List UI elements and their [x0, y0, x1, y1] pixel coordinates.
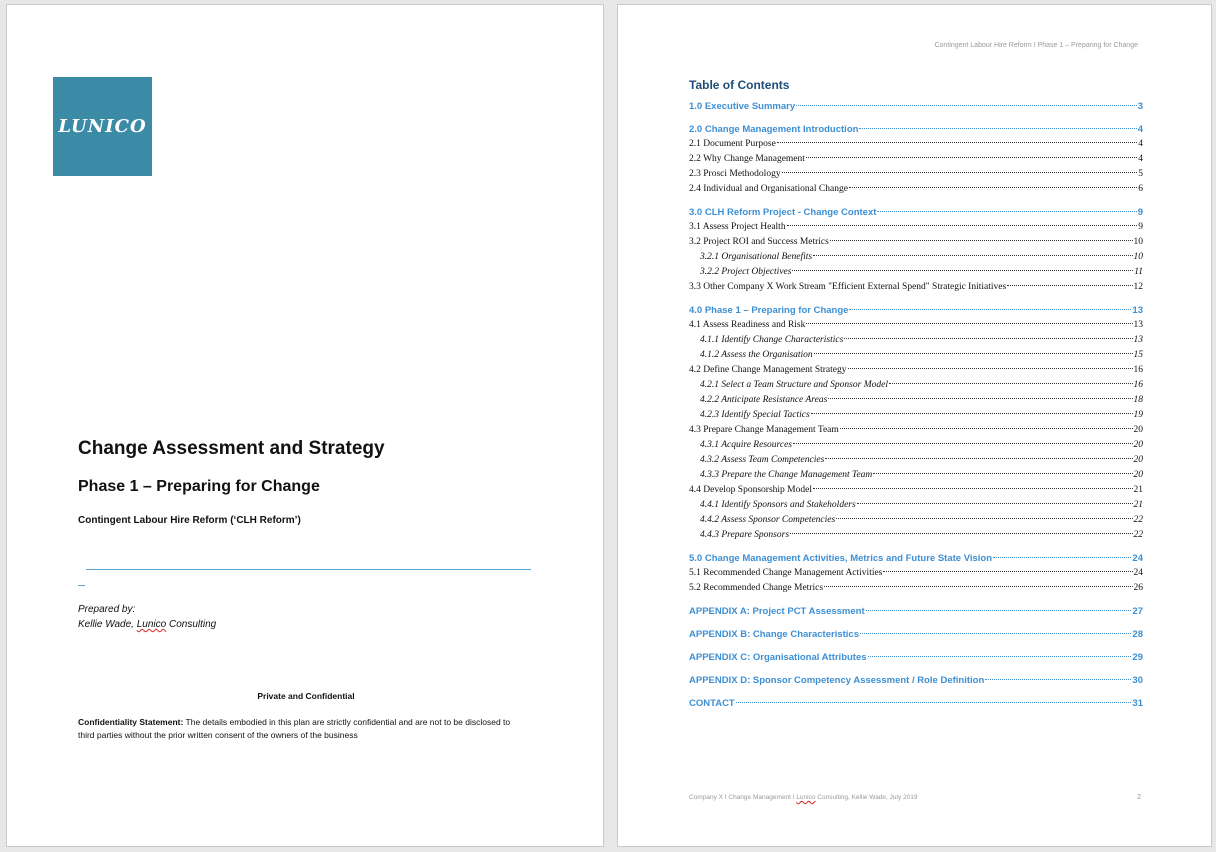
toc-entry-page: 22 — [1133, 515, 1143, 525]
toc-entry-page: 20 — [1133, 425, 1143, 435]
toc-entry-page: 13 — [1133, 335, 1143, 345]
toc-entry[interactable] — [689, 500, 1143, 515]
toc-entry-label: 4.4 Develop Sponsorship Model — [689, 485, 812, 495]
toc-entry-page: 26 — [1133, 583, 1143, 593]
toc-entry-page: 9 — [1138, 222, 1143, 232]
toc-entry-label: 3.2 Project ROI and Success Metrics — [689, 237, 829, 247]
toc-entry[interactable] — [689, 101, 1143, 116]
toc-entry-page: 18 — [1133, 395, 1143, 405]
confidentiality-text: The details embodied in this plan are strictly confidential and are not to be disclosed to third parties without the prior written consent of the owners of the business — [78, 717, 511, 740]
toc-entry-page: 11 — [1134, 267, 1143, 277]
toc-entry[interactable] — [689, 267, 1143, 282]
toc-page — [617, 4, 1212, 847]
toc-entry[interactable] — [689, 184, 1143, 199]
toc-dot-leader — [806, 157, 1137, 158]
toc-entry-label: 4.1.1 Identify Change Characteristics — [700, 335, 844, 345]
toc-entry[interactable] — [689, 350, 1143, 365]
toc-dot-leader — [849, 309, 1131, 310]
toc-entry-label: 4.2 Define Change Management Strategy — [689, 365, 847, 375]
toc-entry-page: 20 — [1133, 440, 1143, 450]
toc-entry-label: 5.0 Change Management Activities, Metrics and Future State Vision — [689, 553, 993, 564]
toc-entry[interactable] — [689, 305, 1143, 320]
toc-entry[interactable] — [689, 652, 1143, 667]
toc-entry-label: 2.1 Document Purpose — [689, 139, 776, 149]
toc-entry-label: 4.4.3 Prepare Sponsors — [700, 530, 790, 540]
toc-dot-leader — [985, 679, 1131, 680]
toc-entry[interactable] — [689, 440, 1143, 455]
toc-entry-page: 5 — [1138, 169, 1143, 179]
toc-entry[interactable] — [689, 380, 1143, 395]
author-name: Kellie Wade, — [78, 619, 137, 630]
toc-dot-leader — [830, 240, 1133, 241]
cover-page — [6, 4, 604, 847]
project-name: Contingent Labour Hire Reform (‘CLH Reform’) — [78, 515, 301, 526]
toc-entry-page: 4 — [1138, 139, 1143, 149]
toc-entry[interactable] — [689, 124, 1143, 139]
confidentiality-statement — [78, 716, 518, 742]
document-title: Change Assessment and Strategy — [78, 438, 385, 459]
author-line — [78, 617, 216, 632]
toc-entry[interactable] — [689, 282, 1143, 297]
toc-entry[interactable] — [689, 169, 1143, 184]
footer-suffix: Consulting, Kellie Wade, July 2019 — [815, 794, 918, 801]
toc-entry-page: 13 — [1132, 305, 1143, 316]
toc-entry-label: 3.2.1 Organisational Benefits — [700, 252, 813, 262]
toc-dot-leader — [860, 633, 1131, 634]
toc-dot-leader — [840, 428, 1133, 429]
toc-entry-page: 16 — [1133, 380, 1143, 390]
toc-entry-label: APPENDIX D: Sponsor Competency Assessment / Role Definition — [689, 675, 985, 686]
toc-dot-leader — [828, 398, 1132, 399]
prepared-by-block — [78, 602, 216, 632]
toc-entry-page: 9 — [1137, 207, 1143, 218]
author-org-suffix: Consulting — [166, 619, 217, 630]
prepared-by-label: Prepared by: — [78, 604, 136, 615]
toc-entry-page: 21 — [1133, 500, 1143, 510]
toc-entry-page: 4 — [1137, 124, 1143, 135]
toc-entry-page: 13 — [1133, 320, 1143, 330]
toc-entry[interactable] — [689, 629, 1143, 644]
toc-entry[interactable] — [689, 698, 1143, 713]
toc-entry[interactable] — [689, 365, 1143, 380]
toc-dot-leader — [859, 128, 1136, 129]
toc-entry[interactable] — [689, 675, 1143, 690]
toc-entry-page: 24 — [1133, 568, 1143, 578]
toc-dot-leader — [806, 323, 1132, 324]
logo-text: LUNICO — [58, 116, 147, 137]
toc-entry-label: 4.3.2 Assess Team Competencies — [700, 455, 825, 465]
toc-entry-page: 29 — [1132, 652, 1143, 663]
document-subtitle: Phase 1 – Preparing for Change — [78, 478, 320, 495]
toc-entry-page: 22 — [1133, 530, 1143, 540]
toc-entry-label: 3.3 Other Company X Work Stream "Efficient External Spend" Strategic Initiatives — [689, 282, 1007, 292]
toc-dot-leader — [787, 225, 1138, 226]
toc-entry[interactable] — [689, 410, 1143, 425]
toc-title: Table of Contents — [689, 78, 790, 92]
toc-entry-label: 4.2.1 Select a Team Structure and Sponsor Model — [700, 380, 888, 390]
toc-entry[interactable] — [689, 320, 1143, 335]
toc-entry[interactable] — [689, 455, 1143, 470]
toc-entry[interactable] — [689, 606, 1143, 621]
toc-entry-page: 24 — [1132, 553, 1143, 564]
toc-entry-page: 4 — [1138, 154, 1143, 164]
toc-dot-leader — [736, 702, 1132, 703]
toc-entry-label: APPENDIX C: Organisational Attributes — [689, 652, 867, 663]
toc-entry[interactable] — [689, 207, 1143, 222]
toc-entry-label: 4.3.3 Prepare the Change Management Team — [700, 470, 873, 480]
toc-entry-label: 4.3.1 Acquire Resources — [700, 440, 792, 450]
toc-dot-leader — [825, 458, 1132, 459]
toc-dot-leader — [782, 172, 1138, 173]
toc-entry-label: 5.2 Recommended Change Metrics — [689, 583, 824, 593]
toc-entry-label: 4.4.1 Identify Sponsors and Stakeholders — [700, 500, 856, 510]
page-footer — [689, 794, 917, 801]
toc-entry-page: 12 — [1133, 282, 1143, 292]
page-header: Contingent Labour Hire Reform I Phase 1 – Preparing for Change — [934, 42, 1138, 49]
footer-org: Lunico — [796, 794, 816, 801]
toc-entry[interactable] — [689, 425, 1143, 440]
toc-dot-leader — [889, 383, 1133, 384]
toc-entry-page: 16 — [1133, 365, 1143, 375]
toc-dot-leader — [796, 105, 1137, 106]
toc-dot-leader — [848, 368, 1133, 369]
toc-entry[interactable] — [689, 335, 1143, 350]
toc-list — [689, 101, 1143, 713]
confidentiality-label: Confidentiality Statement: — [78, 717, 184, 727]
toc-entry-label: 2.4 Individual and Organisational Change — [689, 184, 848, 194]
toc-dot-leader — [824, 586, 1132, 587]
toc-entry-page: 30 — [1132, 675, 1143, 686]
toc-entry[interactable] — [689, 222, 1143, 237]
page-number: 2 — [1137, 794, 1141, 801]
toc-entry-label: 3.0 CLH Reform Project - Change Context — [689, 207, 877, 218]
toc-entry-page: 28 — [1132, 629, 1143, 640]
toc-entry-page: 15 — [1133, 350, 1143, 360]
toc-dot-leader — [877, 211, 1136, 212]
toc-entry-label: 2.3 Prosci Methodology — [689, 169, 781, 179]
footer-prefix: Company X I Change Management I — [689, 794, 797, 801]
toc-entry-label: 4.2.2 Anticipate Resistance Areas — [700, 395, 828, 405]
toc-dot-leader — [814, 353, 1133, 354]
toc-entry-label: 2.2 Why Change Management — [689, 154, 805, 164]
toc-entry[interactable] — [689, 568, 1143, 583]
company-logo — [53, 77, 152, 176]
toc-dot-leader — [836, 518, 1132, 519]
toc-dot-leader — [811, 413, 1133, 414]
toc-entry-page: 20 — [1133, 470, 1143, 480]
toc-dot-leader — [883, 571, 1132, 572]
toc-entry-page: 19 — [1133, 410, 1143, 420]
toc-dot-leader — [790, 533, 1132, 534]
toc-dot-leader — [813, 255, 1132, 256]
toc-entry-page: 31 — [1132, 698, 1143, 709]
toc-entry[interactable] — [689, 154, 1143, 169]
toc-dot-leader — [792, 270, 1133, 271]
toc-entry-label: 1.0 Executive Summary — [689, 101, 796, 112]
toc-entry[interactable] — [689, 515, 1143, 530]
toc-entry[interactable] — [689, 553, 1143, 568]
toc-dot-leader — [1007, 285, 1132, 286]
toc-entry-label: APPENDIX A: Project PCT Assessment — [689, 606, 865, 617]
toc-dot-leader — [793, 443, 1133, 444]
toc-entry[interactable] — [689, 530, 1143, 545]
toc-entry[interactable] — [689, 139, 1143, 154]
toc-dot-leader — [813, 488, 1133, 489]
toc-dot-leader — [844, 338, 1132, 339]
toc-entry[interactable] — [689, 395, 1143, 410]
toc-entry-page: 20 — [1133, 455, 1143, 465]
toc-entry-page: 10 — [1133, 252, 1143, 262]
toc-entry-page: 27 — [1132, 606, 1143, 617]
toc-entry-label: 4.4.2 Assess Sponsor Competencies — [700, 515, 836, 525]
toc-entry-label: 3.1 Assess Project Health — [689, 222, 786, 232]
toc-dot-leader — [849, 187, 1137, 188]
toc-entry-page: 10 — [1133, 237, 1143, 247]
toc-entry[interactable] — [689, 252, 1143, 267]
horizontal-rule-stub — [78, 585, 85, 586]
toc-entry-page: 21 — [1133, 485, 1143, 495]
toc-entry[interactable] — [689, 583, 1143, 598]
toc-entry-label: 4.3 Prepare Change Management Team — [689, 425, 839, 435]
toc-entry-label: 4.0 Phase 1 – Preparing for Change — [689, 305, 849, 316]
toc-dot-leader — [993, 557, 1131, 558]
toc-dot-leader — [868, 656, 1132, 657]
toc-dot-leader — [873, 473, 1132, 474]
horizontal-rule — [86, 569, 531, 570]
toc-entry-label: 4.1.2 Assess the Organisation — [700, 350, 813, 360]
toc-entry-label: CONTACT — [689, 698, 735, 709]
toc-entry-label: APPENDIX B: Change Characteristics — [689, 629, 859, 640]
toc-dot-leader — [866, 610, 1132, 611]
toc-entry[interactable] — [689, 237, 1143, 252]
toc-entry-page: 6 — [1138, 184, 1143, 194]
toc-entry[interactable] — [689, 485, 1143, 500]
toc-entry-label: 3.2.2 Project Objectives — [700, 267, 792, 277]
author-org: Lunico — [136, 619, 167, 630]
toc-entry-label: 5.1 Recommended Change Management Activities — [689, 568, 883, 578]
toc-entry[interactable] — [689, 470, 1143, 485]
toc-entry-label: 2.0 Change Management Introduction — [689, 124, 859, 135]
toc-entry-label: 4.1 Assess Readiness and Risk — [689, 320, 806, 330]
toc-entry-page: 3 — [1137, 101, 1143, 112]
private-confidential-label: Private and Confidential — [257, 691, 355, 701]
toc-dot-leader — [777, 142, 1137, 143]
toc-entry-label: 4.2.3 Identify Special Tactics — [700, 410, 810, 420]
toc-dot-leader — [857, 503, 1133, 504]
